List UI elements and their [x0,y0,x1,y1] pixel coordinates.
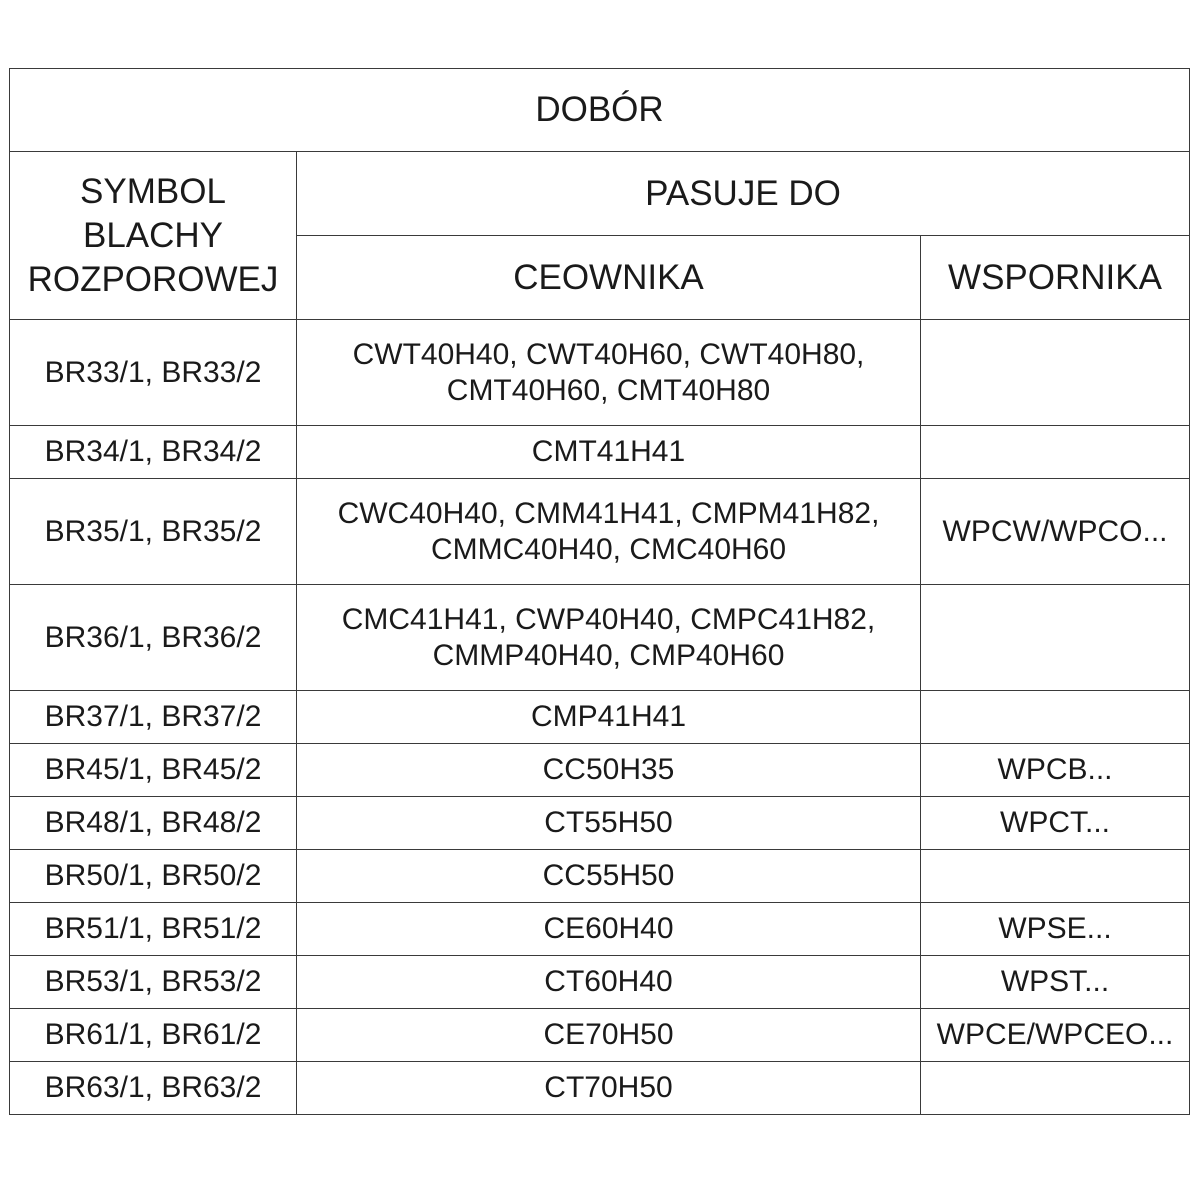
ceownik-cell [297,744,921,797]
symbol-cell: BR45/1, BR45/2 [10,744,297,797]
header-symbol-cell [10,152,297,320]
table-row [10,744,1190,797]
table-title: DOBÓR [10,69,1190,152]
wspornik-cell [921,585,1190,691]
header-wspornika: WSPORNIKA [921,236,1190,320]
ceownik-line: CMMC40H40, CMC40H60 [430,532,787,566]
symbol-cell: BR33/1, BR33/2 [10,320,297,426]
ceownik-cell [297,1009,921,1062]
header-symbol-line: ROZPOROWEJ [27,259,279,299]
wspornik-cell [921,850,1190,903]
ceownik-cell [297,903,921,956]
wspornik-cell: WPCB... [921,744,1190,797]
table-row [10,903,1190,956]
dobor-table [9,68,1190,1115]
symbol-cell: BR34/1, BR34/2 [10,426,297,479]
symbol-cell: BR53/1, BR53/2 [10,956,297,1009]
header-symbol-line: SYMBOL [80,171,226,211]
header-ceownika: CEOWNIKA [297,236,921,320]
ceownik-line: CE60H40 [543,912,674,945]
table-row [10,585,1190,691]
ceownik-line: CMT41H41 [531,435,686,468]
ceownik-cell [297,585,921,691]
symbol-cell: BR36/1, BR36/2 [10,585,297,691]
ceownik-line: CC50H35 [542,753,675,786]
ceownik-line: CT70H50 [544,1071,673,1104]
ceownik-cell [297,1062,921,1115]
wspornik-cell: WPCE/WPCEO... [921,1009,1190,1062]
wspornik-cell: WPSE... [921,903,1190,956]
table-row [10,956,1190,1009]
ceownik-line: CT60H40 [544,965,673,998]
table-row [10,691,1190,744]
wspornik-cell [921,320,1190,426]
wspornik-cell [921,691,1190,744]
symbol-cell: BR61/1, BR61/2 [10,1009,297,1062]
ceownik-cell [297,691,921,744]
ceownik-cell [297,850,921,903]
symbol-cell: BR51/1, BR51/2 [10,903,297,956]
ceownik-line: CWT40H40, CWT40H60, CWT40H80, [352,337,865,371]
wspornik-cell: WPCW/WPCO... [921,479,1190,585]
header-row-top [10,152,1190,236]
title-row [10,69,1190,152]
table-row [10,320,1190,426]
symbol-cell: BR48/1, BR48/2 [10,797,297,850]
ceownik-line: CMC41H41, CWP40H40, CMPC41H82, [341,602,876,636]
symbol-cell: BR63/1, BR63/2 [10,1062,297,1115]
table-row [10,426,1190,479]
ceownik-line: CMP41H41 [530,700,687,733]
symbol-cell: BR37/1, BR37/2 [10,691,297,744]
ceownik-cell [297,320,921,426]
header-pasuje-do: PASUJE DO [297,152,1190,236]
ceownik-line: CMMP40H40, CMP40H60 [432,638,785,672]
table-row [10,797,1190,850]
ceownik-line: CE70H50 [543,1018,674,1051]
ceownik-cell [297,797,921,850]
wspornik-cell [921,1062,1190,1115]
ceownik-line: CC55H50 [542,859,675,892]
ceownik-line: CMT40H60, CMT40H80 [446,373,771,407]
ceownik-line: CT55H50 [544,806,673,839]
ceownik-cell [297,956,921,1009]
wspornik-cell [921,426,1190,479]
table-row [10,1009,1190,1062]
table-row [10,850,1190,903]
symbol-cell: BR35/1, BR35/2 [10,479,297,585]
table-row [10,1062,1190,1115]
ceownik-cell [297,426,921,479]
header-symbol-line: BLACHY [82,215,224,255]
wspornik-cell: WPST... [921,956,1190,1009]
table-row [10,479,1190,585]
wspornik-cell: WPCT... [921,797,1190,850]
ceownik-line: CWC40H40, CMM41H41, CMPM41H82, [337,496,880,530]
symbol-cell: BR50/1, BR50/2 [10,850,297,903]
ceownik-cell [297,479,921,585]
